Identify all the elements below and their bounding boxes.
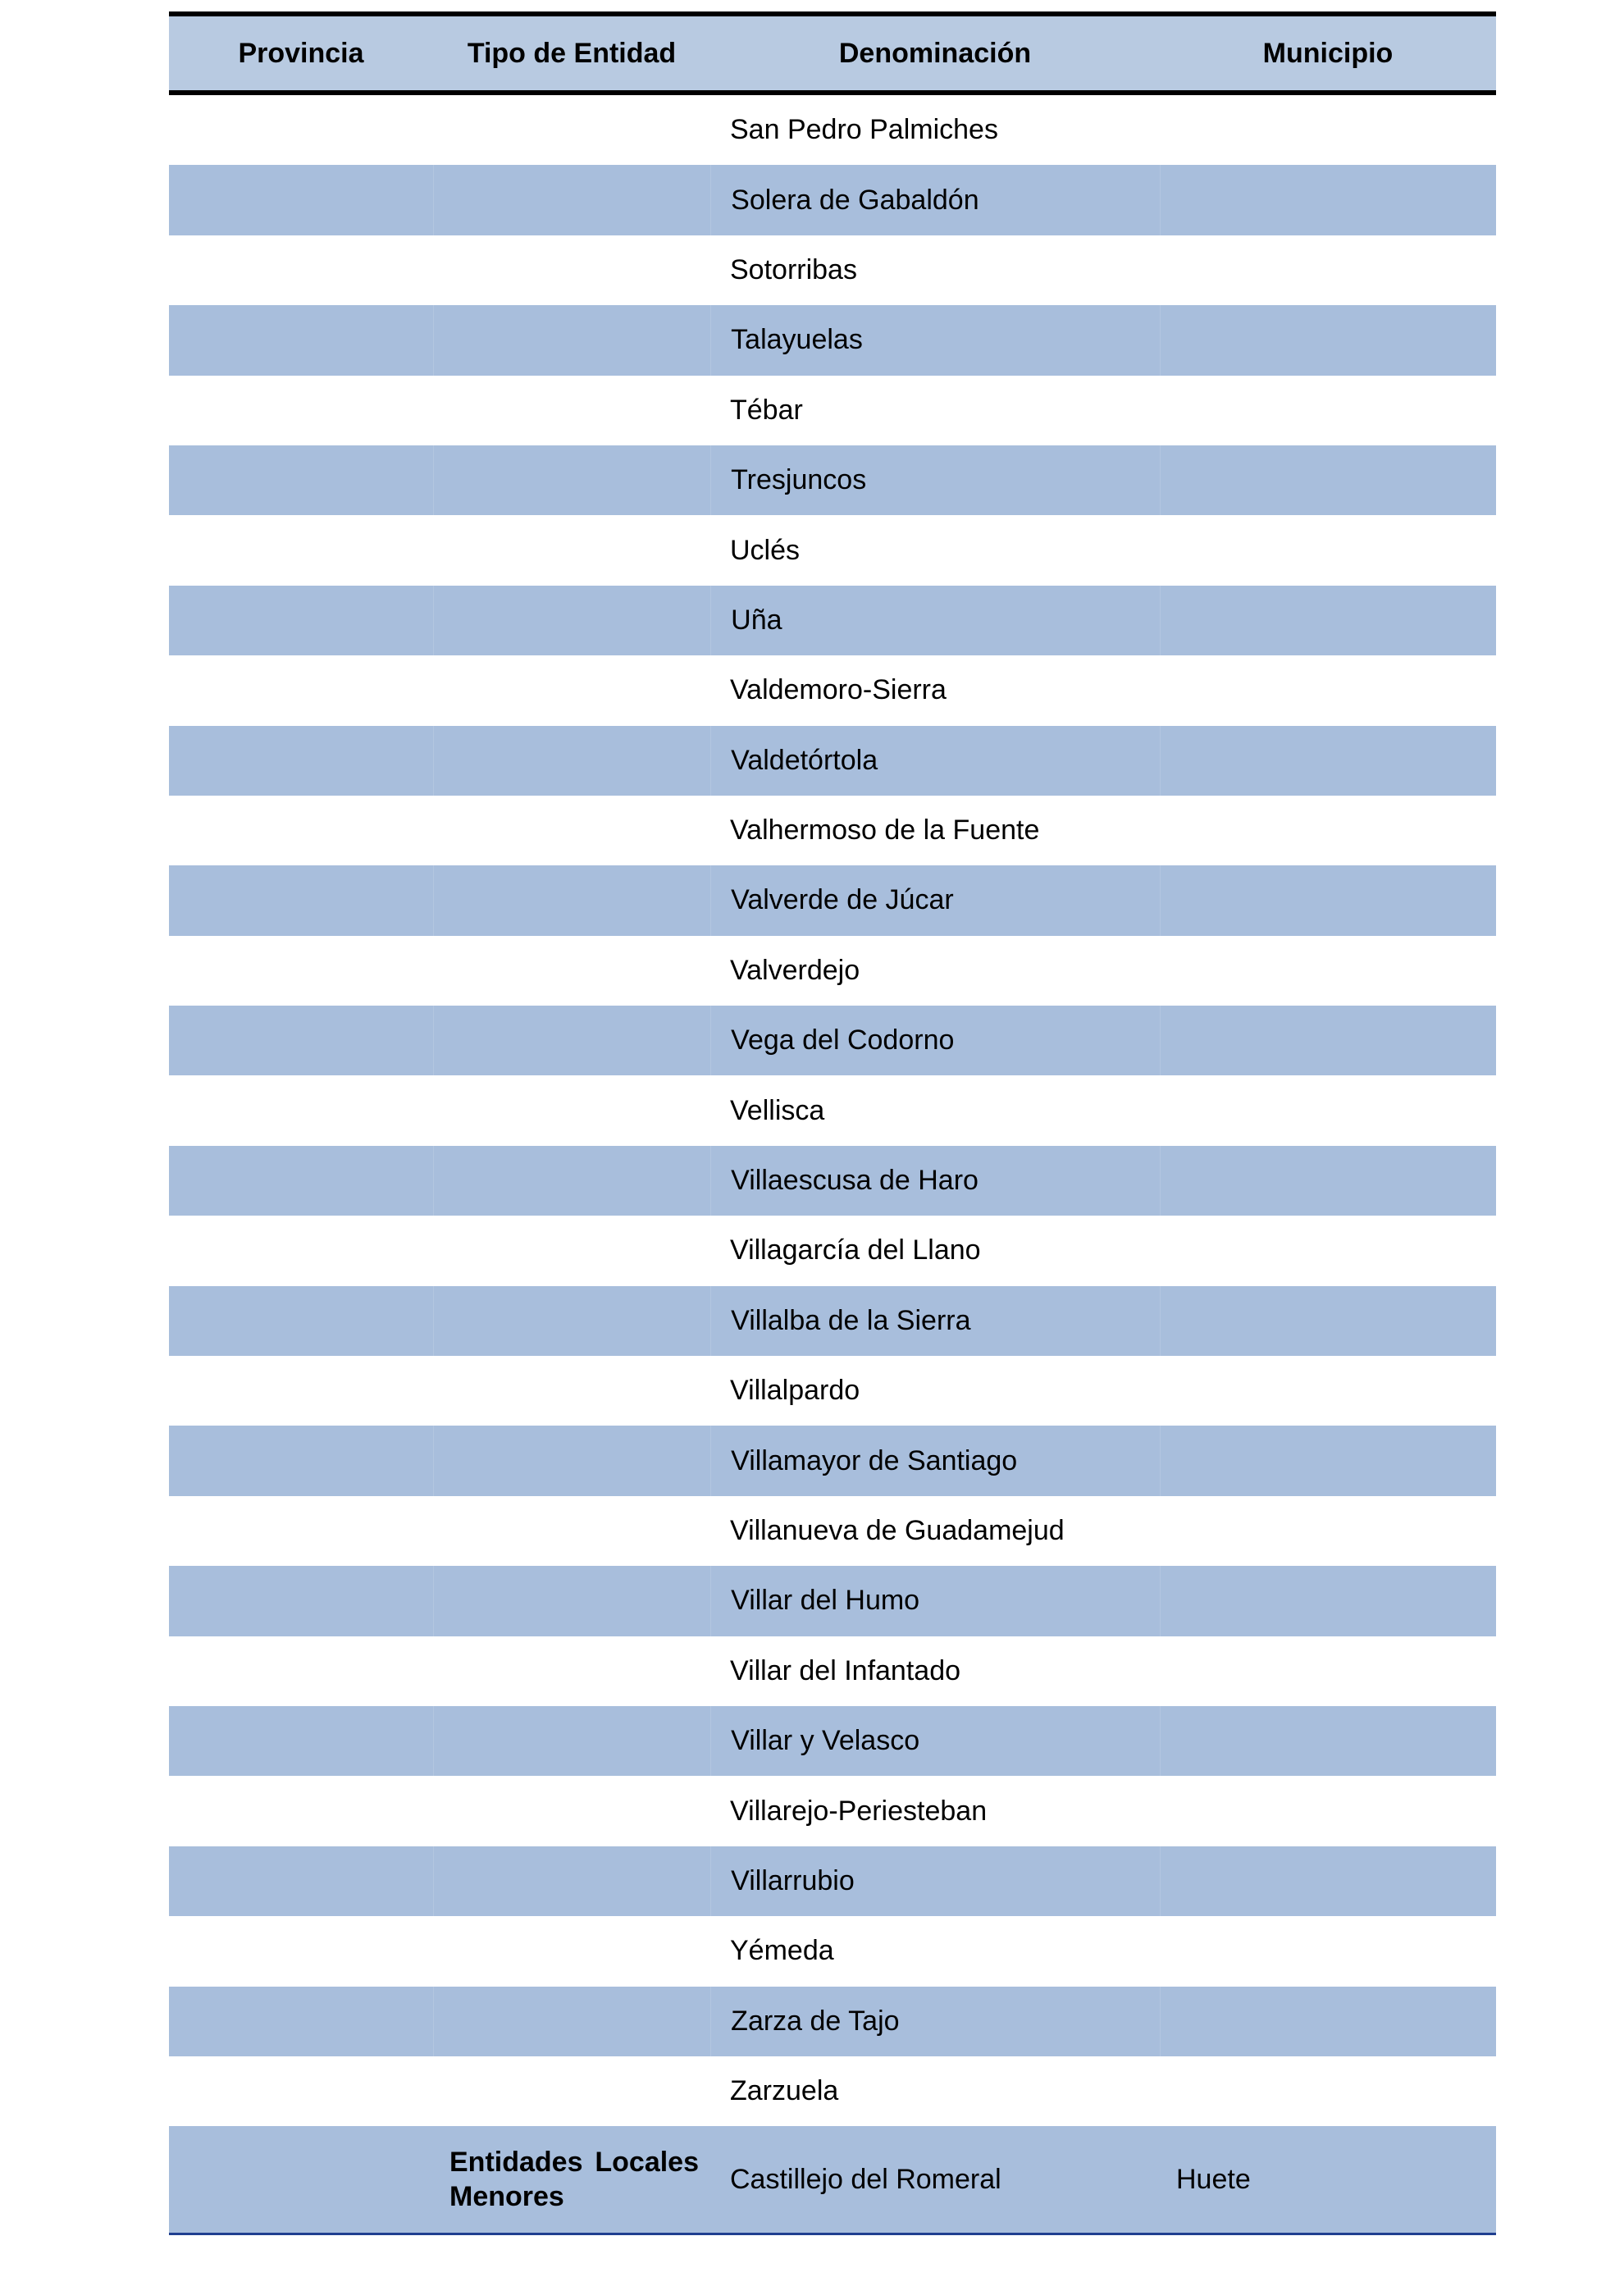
cell-provincia [169, 1566, 434, 1636]
table-row [169, 655, 1496, 725]
cell-provincia [169, 1987, 434, 2056]
cell-municipio: Huete [1176, 2163, 1251, 2195]
cell-tipo-entidad [434, 1006, 712, 1075]
table-row [169, 1006, 1496, 1075]
cell-denominacion: Yémeda [730, 1935, 834, 1967]
cell-denominacion: Solera de Gabaldón [711, 165, 1160, 235]
table-row [169, 1776, 1496, 1846]
cell-denominacion: Villar y Velasco [711, 1706, 1160, 1776]
cell-tipo-entidad [434, 1706, 712, 1776]
table-row [169, 1636, 1496, 1706]
header-municipio: Municipio [1262, 37, 1394, 69]
table-row [169, 796, 1496, 865]
cell-tipo-entidad [434, 726, 712, 796]
cell-tipo-entidad [434, 1846, 712, 1916]
cell-denominacion: Valdetórtola [711, 726, 1160, 796]
table-row [169, 936, 1496, 1006]
cell-provincia [169, 1286, 434, 1356]
cell-denominacion: Villarejo-Periesteban [730, 1795, 988, 1827]
table-row [169, 1566, 1496, 1636]
cell-denominacion: Villalba de la Sierra [711, 1286, 1160, 1356]
cell-denominacion: Villarrubio [711, 1846, 1160, 1916]
cell-provincia [169, 865, 434, 935]
cell-denominacion: Zarza de Tajo [711, 1987, 1160, 2056]
cell-denominacion: Valverdejo [730, 954, 860, 986]
cell-denominacion: Villar del Infantado [730, 1654, 961, 1686]
table-row [169, 235, 1496, 305]
table-row [169, 2056, 1496, 2126]
table-row [169, 376, 1496, 445]
table-body [169, 95, 1496, 2126]
header-denominacion: Denominación [838, 37, 1032, 69]
cell-denominacion: Talayuelas [711, 305, 1160, 375]
cell-provincia [169, 445, 434, 515]
entity-table [169, 11, 1496, 2235]
table-row [169, 1075, 1496, 1145]
cell-denominacion: Vega del Codorno [711, 1006, 1160, 1075]
cell-tipo-entidad [434, 165, 712, 235]
cell-denominacion: Vellisca [730, 1094, 825, 1126]
table-row [169, 1216, 1496, 1285]
table-row [169, 726, 1496, 796]
cell-denominacion: Villanueva de Guadamejud [730, 1515, 1065, 1546]
table-row [169, 1496, 1496, 1566]
table-row [169, 586, 1496, 655]
cell-tipo-entidad [434, 1146, 712, 1216]
cell-provincia [169, 1146, 434, 1216]
cell-denominacion: Uña [711, 586, 1160, 655]
table-row [169, 1146, 1496, 1216]
cell-tipo-entidad [434, 1566, 712, 1636]
cell-tipo-entidad [434, 1987, 712, 2056]
table-row [169, 1286, 1496, 1356]
table-row [169, 305, 1496, 375]
cell-provincia [169, 1706, 434, 1776]
table-row [169, 1846, 1496, 1916]
cell-tipo-entidad [434, 1286, 712, 1356]
cell-tipo-entidad [434, 586, 712, 655]
header-provincia: Provincia [238, 37, 364, 69]
cell-denominacion: Uclés [730, 534, 801, 566]
cell-tipo-entidad [434, 445, 712, 515]
table-row [169, 865, 1496, 935]
table-row-last [169, 2126, 1496, 2235]
table-row [169, 95, 1496, 165]
cell-denominacion: Valdemoro-Sierra [730, 674, 947, 706]
table-row [169, 1916, 1496, 1986]
cell-provincia [169, 305, 434, 375]
cell-denominacion: Valhermoso de la Fuente [730, 815, 1040, 846]
cell-tipo-entidad: Entidades Locales Menores [449, 2147, 699, 2213]
table-header [169, 11, 1496, 95]
cell-tipo-entidad [434, 305, 712, 375]
cell-denominacion: Castillejo del Romeral [730, 2163, 1001, 2195]
cell-provincia [169, 726, 434, 796]
cell-denominacion: Valverde de Júcar [711, 865, 1160, 935]
cell-provincia [169, 1846, 434, 1916]
table-row [169, 1426, 1496, 1495]
cell-denominacion: Villalpardo [730, 1375, 860, 1407]
table-row [169, 1356, 1496, 1426]
cell-denominacion: Tébar [730, 394, 803, 426]
cell-denominacion: Zarzuela [730, 2075, 839, 2107]
header-tipo-entidad: Tipo de Entidad [467, 37, 677, 69]
cell-provincia [169, 165, 434, 235]
cell-denominacion: Villar del Humo [711, 1566, 1160, 1636]
cell-denominacion: San Pedro Palmiches [730, 114, 998, 146]
cell-denominacion: Villaescusa de Haro [711, 1146, 1160, 1216]
cell-tipo-entidad [434, 1426, 712, 1495]
cell-denominacion: Villamayor de Santiago [711, 1426, 1160, 1495]
table-row [169, 445, 1496, 515]
cell-tipo-entidad [434, 865, 712, 935]
cell-denominacion: Sotorribas [730, 253, 857, 285]
table-row [169, 1987, 1496, 2056]
cell-provincia [169, 1426, 434, 1495]
table-row [169, 1706, 1496, 1776]
table-row [169, 515, 1496, 585]
cell-denominacion: Villagarcía del Llano [730, 1234, 981, 1266]
cell-provincia [169, 1006, 434, 1075]
cell-provincia [169, 586, 434, 655]
table-row [169, 165, 1496, 235]
cell-denominacion: Tresjuncos [711, 445, 1160, 515]
